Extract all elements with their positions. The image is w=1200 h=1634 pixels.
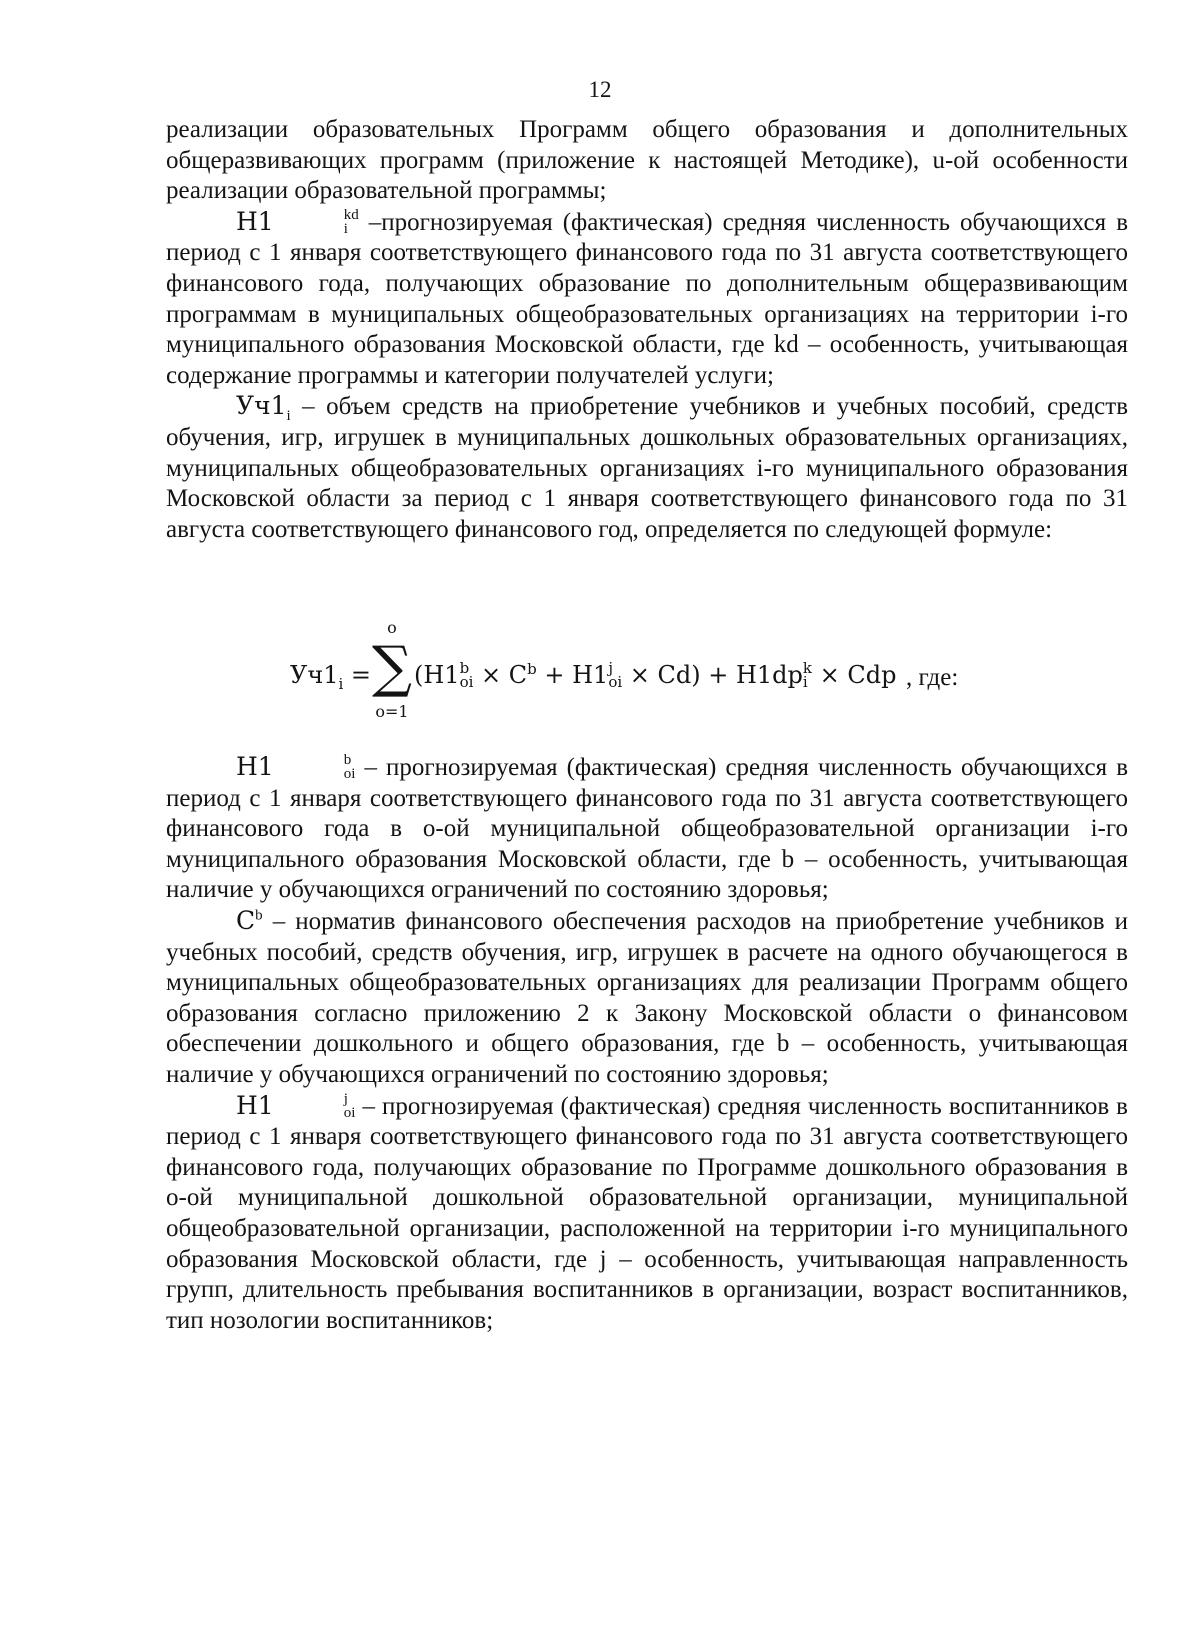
symbol-h1: Н1 <box>236 1090 274 1120</box>
paragraph-h1-b <box>166 752 1128 906</box>
symbol-h1-indices: kd i <box>343 207 359 238</box>
symbol-h1: Н1 <box>236 206 274 236</box>
paragraph-continuation: реализации образовательных Программ общего образования и дополнительных общеразвивающих программ (приложение к настоящей Методике), u-ой особенности реализации образовательной программы; <box>166 116 1128 205</box>
paragraph-text: – норматив финансового обеспечения расходов на приобретение учебников и учебных пособий, средств обучения, игр, игрушек в расчете на одного обучающегося в муниципальных общеобразовательных организациях для реализации Программ общего образования согласно приложению 2 к Закону Московской области о финансовом обеспечении дошкольного и общего образования, где b – особенность, учитывающая наличие у обучающихся ограничений по состоянию здоровья; <box>166 907 1128 1088</box>
formula-tail: , где: <box>906 664 959 691</box>
symbol-uch1: Уч1 <box>236 391 287 421</box>
summation <box>372 618 412 728</box>
symbol-c: C <box>236 905 256 935</box>
paragraph-text: –прогнозируемая (фактическая) средняя численность обучающихся в период с 1 января соответствующего финансового года по 31 августа соответствующего финансового года, получающих образование по дополнительным общеразвивающим программам в муниципальных общеобразовательных организациях на территории i-го муниципального образования Московской области, где kd – особенность, учитывающая содержание программы и категории получателей услуги; <box>166 208 1128 389</box>
formula-lhs: $Уч1_i$ = <box>290 661 372 693</box>
symbol-h1-indices: b oi <box>343 752 356 783</box>
paragraph-text: – объем средств на приобретение учебников и учебных пособий, средств обучения, игр, игрушек в муниципальных дошкольных образовательных организациях, муниципальных общеобразовательных организациях i-го муниципального образования Московской области за период с 1 января соответствующего финансового года по 31 августа соответствующего финансового год, определяется по следующей формуле: <box>166 393 1128 543</box>
symbol-c-superscript: b <box>255 907 263 924</box>
text-block-upper <box>166 115 1128 545</box>
text-block-lower <box>166 752 1128 1336</box>
symbol-h1: Н1 <box>236 752 274 781</box>
formula-rhs: (Н1 b oi × $C^b + Н1$ j oi × Cd) + H1dp k i × Cdp <box>414 658 897 691</box>
formula <box>290 618 1010 728</box>
symbol-uch1-subscript: i <box>286 408 291 425</box>
summation-sign: ∑ <box>372 635 412 700</box>
paragraph-text: – прогнозируемая (фактическая) средняя численность воспитанников в период с 1 января соответствующего финансового года по 31 августа соответствующего финансового года, получающих образование по Программе дошкольного образования в о-ой муниципальной дошкольной образовательной организации, муниципальной общеобразовательной организации, расположенной на территории i-го муниципального образования Московской области, где j – особенность, учитывающая направленность групп, длительность пребывания воспитанников в организации, возраст воспитанников, тип нозологии воспитанников; <box>166 1092 1128 1334</box>
paragraph-h1-kd <box>166 207 1128 392</box>
paragraph-c-b <box>166 906 1128 1091</box>
paragraph-text: – прогнозируемая (фактическая) средняя численность обучающихся в период с 1 января соответствующего финансового года по 31 августа соответствующего финансового года в о-ой муниципальной общеобразовательной организации i-го муниципального образования Московской области, где b – особенность, учитывающая наличие у обучающихся ограничений по состоянию здоровья; <box>166 754 1128 904</box>
paragraph-uch1 <box>166 391 1128 545</box>
symbol-h1-indices: j oi <box>343 1090 356 1121</box>
summation-lower-limit: o=1 <box>375 702 409 721</box>
summation-upper-limit: o <box>387 618 397 637</box>
paragraph-h1-j <box>166 1091 1128 1337</box>
page-number: 12 <box>588 77 612 102</box>
